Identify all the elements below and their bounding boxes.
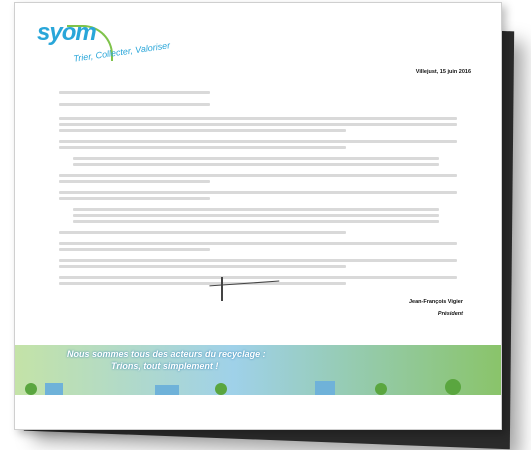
- letter-page: [14, 2, 502, 430]
- tree-illustration: [215, 383, 227, 395]
- signer-name: Jean-François Vigier: [408, 299, 463, 305]
- tree-illustration: [445, 379, 461, 395]
- banner-line-2: Trions, tout simplement !: [111, 361, 219, 371]
- signer-role: Président: [437, 311, 463, 317]
- house-illustration: [315, 381, 335, 395]
- handwritten-signature: [201, 269, 301, 295]
- banner-line-1: Nous sommes tous des acteurs du recyclage :: [67, 349, 266, 359]
- signer-block: [409, 299, 463, 317]
- house-illustration: [155, 385, 179, 395]
- tree-illustration: [25, 383, 37, 395]
- logo-wordmark: syom: [37, 19, 96, 46]
- recycling-banner: [15, 345, 501, 395]
- letter-date: Villejust, 15 juin 2016: [415, 69, 471, 75]
- tree-illustration: [375, 383, 387, 395]
- slogan: Trier, Collecter, Valoriser: [72, 40, 171, 64]
- house-illustration: [45, 383, 63, 395]
- letter-footer: [15, 395, 501, 429]
- letter-body-placeholder: [59, 91, 457, 288]
